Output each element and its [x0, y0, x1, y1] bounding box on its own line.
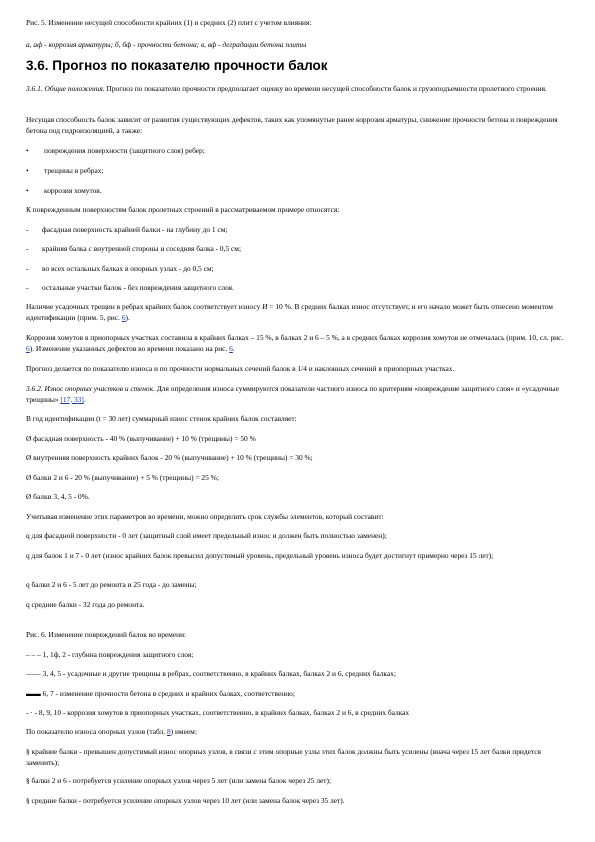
fig5-legend: а, аф - коррозия арматуры; б, бф - прочности бетона; в, вф - деградации бетона плиты	[26, 40, 307, 49]
dash-item: - во всех остальных балках в опорных узлах - до 0,5 см;	[26, 264, 214, 273]
figure-link[interactable]: 6	[121, 312, 126, 322]
paragraph-service-life: Учитывая изменение этих параметров во времени, можно определить срок службы элементов, который составит:	[26, 512, 384, 521]
wear-equation: Ø внутренняя поверхность крайних балок - 20 % (выпучивание) + 10 % (трещины) = 30 %;	[26, 453, 313, 462]
dash-icon: -	[26, 244, 29, 253]
dash-icon: -	[26, 283, 29, 292]
paragraph-total-wear: В год идентификации (t = 30 лет) суммарный износ стенок крайних балок составляет:	[26, 414, 297, 423]
service-life-item: q средние балки - 32 года до ремонта.	[26, 600, 145, 609]
bullet-icon: •	[26, 146, 29, 155]
figure-link[interactable]: 6	[229, 343, 233, 353]
paragraph-wear-supports: 3.6.2. Износ опорных участков и стенок. Для определения износа суммируются показатели частного износа по критериям «повреждение защитного слоя» и «усадочные трещины» [17, 33].	[26, 384, 559, 404]
paragraph-general	[26, 84, 570, 95]
dash-item: - остальные участки балок - без повреждения защитного слоя.	[26, 283, 234, 292]
paragraph-text: Прогноз по показателю прочности предполагает оценку во времени несущей способности балок и грузоподъемности пролетного строения.	[104, 84, 547, 93]
paragraph-damaged-surfaces: К поврежденным поверхностям балок пролетных строений в рассматриваемом примере относятся:	[26, 205, 340, 214]
table-link[interactable]: 8	[166, 727, 171, 736]
dash-icon: -	[26, 225, 29, 234]
service-life-item: q для фасадной поверхности - 0 лет (защитный слой имеет предельный износ и должен быть полностью заменен);	[26, 531, 387, 540]
fig6-legend-item: - · - 8, 9, 10 - коррозия хомутов в приопорных участках, соответственно, в крайних балках, балках 2 и 6, в средних балках	[26, 708, 410, 717]
paragraph-stirrup-corrosion: Коррозия хомутов в приопорных участках составила в крайних балках – 15 %, в балках 2 и 6 – 5 %, а в средних балках коррозия хомутов не отмечалась (прим. 10, сл. рис. 6). Изменение указанных дефектов во времени показано на рис. 6.	[26, 333, 564, 353]
bullet-icon: •	[26, 186, 29, 195]
paragraph-shrinkage-cracks: Наличие усадочных трещин в ребрах крайних балок соответствует износу И = 10 %. В средних балках износ отсутствует, и его начало может быть отнесено моментом идентификации (прим. 5, рис. 6).	[26, 302, 553, 322]
wear-equation: Ø фасадная поверхность - 40 % (выпучивание) + 10 % (трещины) = 50 %	[26, 434, 256, 443]
service-life-item: q балки 2 и 6 - 5 лет до ремонта и 25 года - до замены;	[26, 580, 197, 589]
wear-equation: Ø балки 2 и 6 - 20 % (выпучивание) + 5 % (трещины) = 25 %;	[26, 473, 219, 482]
paragraph-label: 3.6.2. Износ опорных участков и стенок.	[26, 384, 155, 393]
dash-icon: -	[26, 264, 29, 273]
wear-equation: Ø балки 3, 4, 5 - 0%.	[26, 492, 90, 501]
fig6-legend-item: – – – 1, 1ф, 2 - глубина повреждения защитного слоя;	[26, 650, 194, 659]
fig6-legend-item: ▬▬ 6, 7 - изменение прочности бетона в средних и крайних балках, соответственно;	[26, 689, 295, 698]
fig6-legend-item: —— 3, 4, 5 - усадочные и другие трещины в ребрах, соответственно, в крайних балках, балках 2 и 6, средних балках;	[26, 669, 396, 678]
paragraph-capacity: Несущая способность балок зависит от развития существующих дефектов, таких как упомянутые ранее коррозия арматуры, снижение прочности бетона и повреждения бетона под гидроизоляцией, а также:	[26, 115, 558, 135]
paragraph-support-wear: По показателю износа опорных узлов (табл. 8) имеем:	[26, 727, 197, 736]
figure-link[interactable]: 6	[26, 343, 30, 353]
dash-item: - крайняя балка с внутренней стороны и соседняя балка - 0,5 см;	[26, 244, 242, 253]
section-title: 3.6. Прогноз по показателю прочности балок	[26, 58, 328, 73]
service-life-item: q для балок 1 и 7 - 0 лет (износ крайних балок превысил допустимый уровень, предельный уровень износа будет достигнут примерно через 15 лет);	[26, 551, 494, 560]
paragraph-label: 3.6.1. Общие положения.	[26, 84, 105, 93]
document-page: Рис. 5. Изменение несущей способности крайних (1) и средних (2) плит с учетом влияния: а, аф - коррозия арматуры; б, бф - прочности бетона; в, вф - деградации бетона плиты 3.6. Прогноз по показателю прочности балок 3.6.1. Общие положения. Прогноз по показателю прочности предполагает оценку во времени несущей способности балок и грузоподъемности пролетного строения. Несущая способность балок зависит от развития существующих дефектов, таких как упомянутые ранее коррозия арматуры, снижение прочности бетона и повреждения бетона под гидроизоляцией, а также: • повреждения поверхности (защитного слоя) ребер; • трещины в ребрах; • коррозия хомутов. К поврежденным поверхностям балок пролетных строений в рассматриваемом примере относятся: - фасадная поверхность крайней балки - на глубину до 1 см; - крайняя балка с внутренней стороны и соседняя балка - 0,5 см; - во всех остальных балках в опорных узлах - до 0,5 см; - остальные участки балок - без повреждения защитного слоя. Наличие усадочных трещин в ребрах крайних балок соответствует износу И = 10 %. В средних балках износ отсутствует, и его начало может быть отнесено моментом идентификации (прим. 5, рис. 6). Коррозия хомутов в приопорных участках составила в крайних балках – 15 %, в балках 2 и 6 – 5 %, а в средних балках коррозия хомутов не отмечалась (прим. 10, сл. рис. 6). Изменение указанных дефектов во времени показано на рис. 6. Прогноз делается по показателю износа и по прочности нормальных сечений балок в 1/4 и наклонных сечений в приопорных участках. 3.6.2. Износ опорных участков и стенок. Для определения износа суммируются показатели частного износа по критериям «повреждение защитного слоя» и «усадочные трещины» [17, 33]. В год идентификации (t = 30 лет) суммарный износ стенок крайних балок составляет: Ø фасадная поверхность - 40 % (выпучивание) + 10 % (трещины) = 50 % Ø внутренняя поверхность крайних балок - 20 % (выпучивание) + 10 % (трещины) = 30 %; Ø балки 2 и 6 - 20 % (выпучивание) + 5 % (трещины) = 25 %; Ø балки 3, 4, 5 - 0%. Учитывая изменение этих параметров во времени, можно определить срок службы элементов, который составит: q для фасадной поверхности - 0 лет (защитный слой имеет предельный износ и должен быть полностью заменен); q для балок 1 и 7 - 0 лет (износ крайних балок превысил допустимый уровень, предельный уровень износа будет достигнут примерно через 15 лет); q балки 2 и 6 - 5 лет до ремонта и 25 года - до замены; q средние балки - 32 года до ремонта. Рис. 6. Изменение повреждений балок во времени: – – – 1, 1ф, 2 - глубина повреждения защитного слоя; —— 3, 4, 5 - усадочные и другие трещины в ребрах, соответственно, в крайних балках, балках 2 и 6, средних балках; ▬▬ 6, 7 - изменение прочности бетона в средних и крайних балках, соответственно; - · - 8, 9, 10 - коррозия хомутов в приопорных участках, соответственно, в крайних балках, балках 2 и 6, в средних балках По показателю износа опорных узлов (табл. 8) имеем: § крайние балки - превышен допустимый износ опорных узлов, в связи с этим опорные узлы этих балок должны быть усилены (внача через 15 лет балки придется заменить); § балки 2 и 6 - потребуется усиление опорных узлов через 5 лет (или замена балок через 25 лет); § средние балки - потребуется усиление опорных узлов через 10 лет (или замена балок через 35 лет).	[0, 0, 595, 842]
conclusion-item: § балки 2 и 6 - потребуется усиление опорных узлов через 5 лет (или замена балок через 25 лет);	[26, 776, 332, 785]
conclusion-item: § средние балки - потребуется усиление опорных узлов через 10 лет (или замена балок через 35 лет).	[26, 796, 345, 805]
reference-link[interactable]: [17, 33]	[60, 394, 84, 404]
fig6-caption: Рис. 6. Изменение повреждений балок во времени:	[26, 630, 187, 639]
fig5-caption: Рис. 5. Изменение несущей способности крайних (1) и средних (2) плит с учетом влияния:	[26, 18, 312, 27]
dash-item: - фасадная поверхность крайней балки - на глубину до 1 см;	[26, 225, 228, 234]
paragraph-forecast: Прогноз делается по показателю износа и по прочности нормальных сечений балок в 1/4 и наклонных сечений в приопорных участках.	[26, 364, 455, 373]
bullet-icon: •	[26, 166, 29, 175]
conclusion-item: § крайние балки - превышен допустимый износ опорных узлов, в связи с этим опорные узлы этих балок должны быть усилены (внача через 15 лет балки придется заменить);	[26, 747, 541, 767]
